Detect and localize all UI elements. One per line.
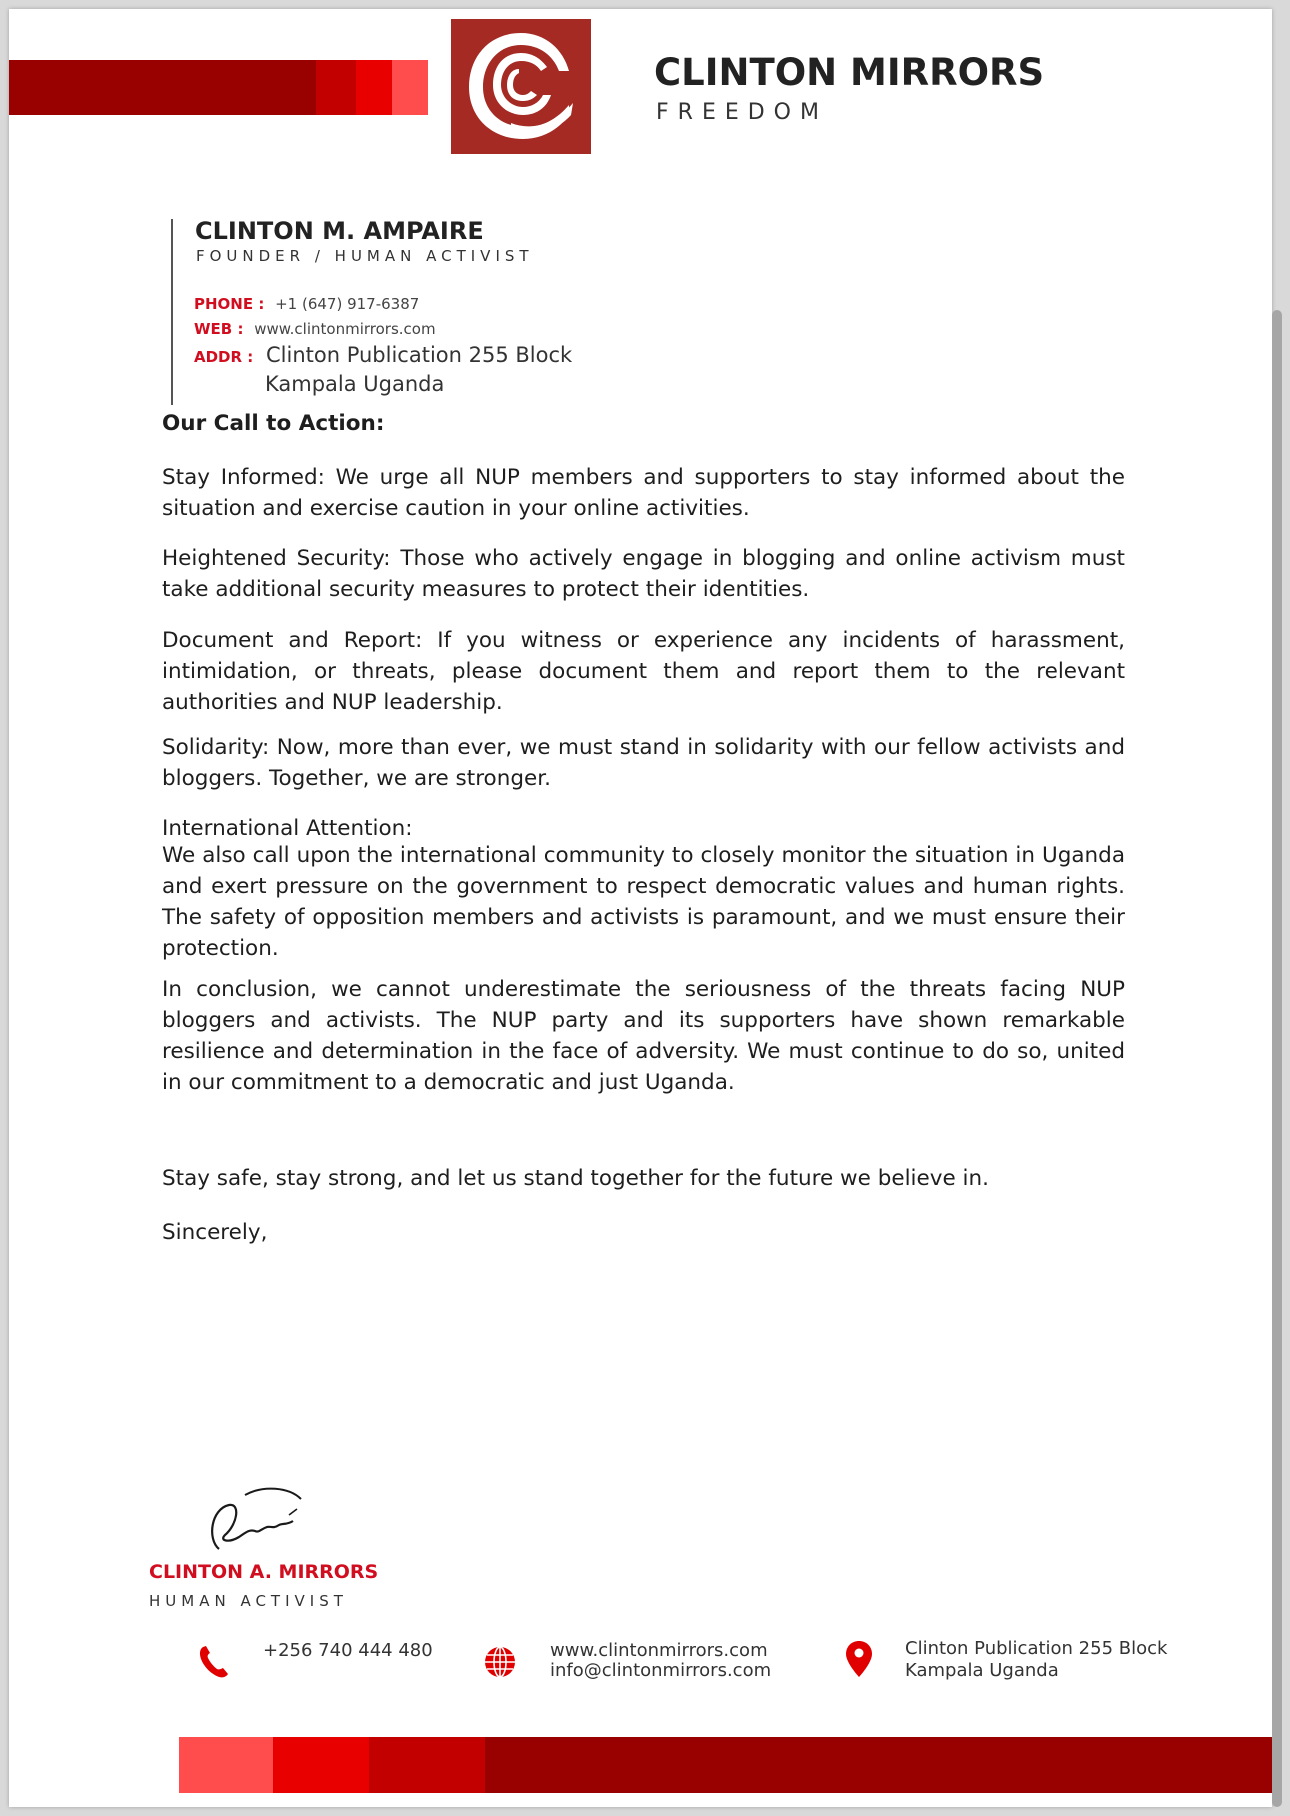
body-paragraph: In conclusion, we cannot underestimate the seriousness of the threats facing NUP bloggers and activists. The NUP party and its supporters have shown remarkable resilience and determination in the face of adversity. We must continue to do so, united in our commitment to a democratic and just Uganda. [162, 977, 1125, 1095]
body-paragraph: Solidarity: Now, more than ever, we must stand in solidarity with our fellow activists and bloggers. Together, we are stronger. [162, 735, 1125, 791]
phone-label: PHONE : [194, 295, 265, 313]
sender-web-link[interactable]: www.clintonmirrors.com [254, 320, 436, 338]
footer-addr-line1: Clinton Publication 255 Block [905, 1638, 1168, 1659]
signature-icon [189, 1479, 319, 1559]
signatory-name: CLINTON A. MIRRORS [149, 1561, 379, 1583]
closing-salutation: Sincerely, [162, 1220, 268, 1245]
footer-addr-line2: Kampala Uganda [905, 1660, 1059, 1681]
sender-web-row [194, 320, 436, 338]
sender-addr-line1: Clinton Publication 255 Block [265, 343, 573, 367]
footer-web-link[interactable]: www.clintonmirrors.com [550, 1640, 768, 1661]
footer-bar-segment [369, 1737, 485, 1793]
body-subheading: International Attention: [162, 816, 413, 841]
body-paragraph: Document and Report: If you witness or experience any incidents of harassment, intimidation, or threats, please document them and report them to the relevant authorities and NUP leadership. [162, 628, 1125, 715]
footer-phone: +256 740 444 480 [263, 1640, 433, 1661]
web-label: WEB : [194, 320, 244, 338]
header-bar-segment [316, 60, 356, 115]
brand-logo-icon [451, 19, 591, 154]
sender-phone-row [194, 295, 419, 313]
phone-icon [195, 1641, 231, 1681]
body-paragraph: Heightened Security: Those who actively engage in blogging and online activism must take additional security measures to protect their identities. [162, 546, 1125, 602]
contact-divider [171, 219, 173, 405]
sender-name: CLINTON M. AMPAIRE [195, 217, 484, 245]
sender-addr-row [194, 343, 572, 367]
footer-bar-segment [273, 1737, 369, 1793]
footer-email-link[interactable]: info@clintonmirrors.com [550, 1660, 772, 1681]
body-paragraph: Stay safe, stay strong, and let us stand together for the future we believe in. [162, 1166, 989, 1191]
map-pin-icon [841, 1639, 877, 1679]
sender-addr-line2: Kampala Uganda [265, 372, 445, 396]
sender-role: FOUNDER / HUMAN ACTIVIST [196, 247, 534, 265]
header-bar-segment [9, 60, 316, 115]
body-paragraph: We also call upon the international community to closely monitor the situation in Uganda and exert pressure on the government to respect democratic values and human rights. The safety of opposition members and activists is paramount, and we must ensure their protection. [162, 843, 1125, 961]
signatory-role: HUMAN ACTIVIST [149, 1592, 348, 1610]
letter-page [9, 9, 1272, 1807]
body-heading: Our Call to Action: [162, 411, 385, 436]
header-bar-segment [356, 60, 392, 115]
body-paragraph: Stay Informed: We urge all NUP members and supporters to stay informed about the situation and exercise caution in your online activities. [162, 465, 1125, 521]
globe-icon [482, 1642, 518, 1682]
footer-bar-segment [179, 1737, 273, 1793]
addr-label: ADDR : [194, 348, 254, 366]
vertical-scrollbar[interactable] [1272, 310, 1282, 1807]
brand-tagline: FREEDOM [656, 100, 828, 125]
header-bar-segment [392, 60, 428, 115]
sender-phone: +1 (647) 917-6387 [275, 295, 420, 313]
brand-name: CLINTON MIRRORS [654, 51, 1045, 94]
footer-bar-segment [485, 1737, 1272, 1793]
